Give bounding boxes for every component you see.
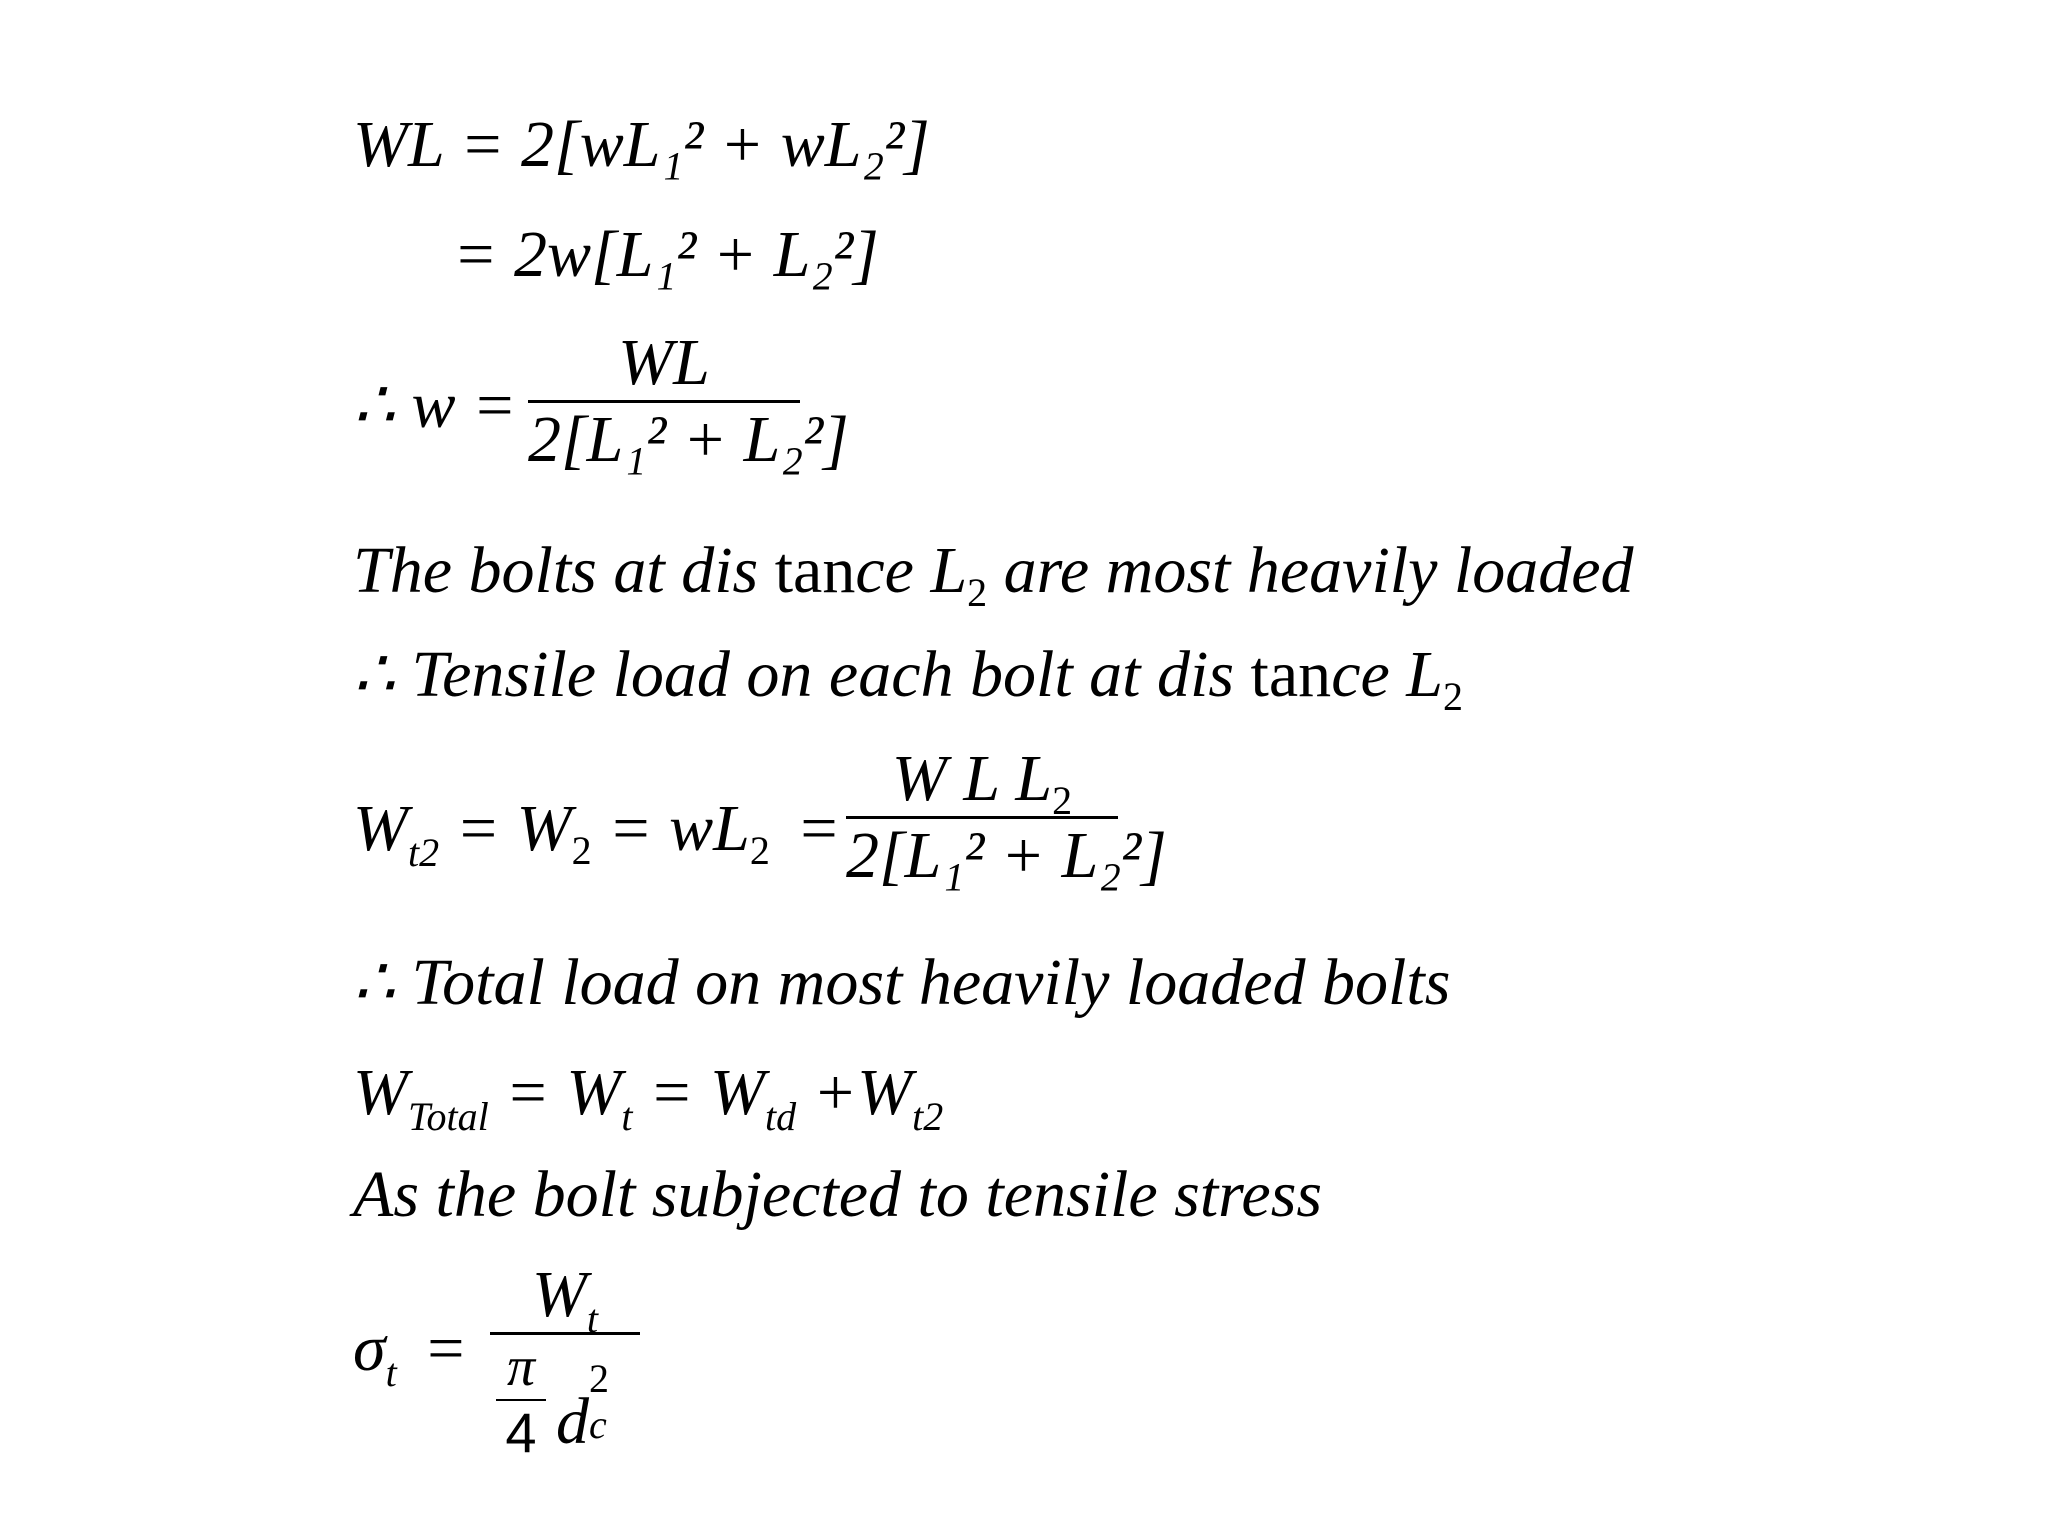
equation-w — [353, 345, 517, 442]
eq5-w2: = W — [505, 1056, 622, 1129]
equation-total — [353, 1056, 944, 1139]
eq5-w4-sub: t2 — [912, 1094, 944, 1139]
fraction-numerator — [490, 1258, 640, 1341]
text2-b: tan — [1250, 638, 1332, 711]
eq6-eq: = — [427, 1312, 465, 1385]
text2-c: ce L — [1331, 638, 1443, 711]
statement-heavily-loaded — [353, 534, 1634, 615]
eq1-text: WL = 2[wL₁² + wL₂²] — [353, 108, 930, 181]
text1-d: are most heavily loaded — [1003, 534, 1634, 607]
statement-tensile-stress — [353, 1158, 1323, 1231]
pi-symbol: π — [506, 1336, 536, 1398]
fraction-denominator: 2[L₁² + L₂²] — [528, 403, 849, 476]
text1-b: tan — [774, 534, 856, 607]
eq4-mid1: = W — [455, 792, 572, 865]
fraction-numerator: WL — [618, 326, 710, 399]
eq5-w2-sub: t — [621, 1094, 633, 1139]
eq6-d: d — [556, 1385, 589, 1458]
eq6-d-sup: 2 — [589, 1356, 609, 1401]
statement-tensile-load — [353, 638, 1463, 719]
equation-wt2 — [353, 792, 838, 875]
eq4-num-sub: 2 — [1052, 778, 1073, 823]
eq4-lhs-sub: t2 — [407, 830, 440, 875]
equation-total-moment — [353, 108, 930, 181]
equation-wt2-fraction — [846, 742, 1167, 892]
pi-over-four — [496, 1336, 546, 1464]
equation-factored — [453, 218, 879, 291]
eq5-w3: = W — [648, 1056, 765, 1129]
eq6-d-scripts — [589, 1356, 611, 1447]
text4: As the bolt subjected to tensile stress — [353, 1158, 1323, 1231]
statement-total-load — [353, 946, 1451, 1019]
eq5-w3-sub: td — [764, 1094, 797, 1139]
eq4-mid2-sub: 2 — [749, 828, 770, 873]
equation-w-fraction — [528, 326, 849, 476]
text2-sub: 2 — [1442, 674, 1463, 719]
eq4-mid1-sub: 2 — [571, 828, 592, 873]
text1-a: The bolts at dis — [353, 534, 759, 607]
fraction — [846, 742, 1167, 892]
equation-sigma-fraction — [490, 1258, 640, 1479]
eq6-num-sub: t — [586, 1296, 599, 1341]
eq4-eq: = — [800, 792, 838, 865]
fraction-numerator — [846, 742, 1118, 823]
text1-sub: 2 — [967, 570, 988, 615]
eq3-lhs: ∴ w = — [353, 369, 517, 442]
eq5-w4: +W — [812, 1056, 913, 1129]
fraction — [528, 326, 849, 476]
text3: ∴ Total load on most heavily loaded bolts — [353, 946, 1451, 1019]
eq6-lhs: σ — [353, 1312, 386, 1385]
eq5-w1: W — [353, 1056, 408, 1129]
eq5-w1-sub: Total — [407, 1094, 489, 1139]
text1-c: ce L — [855, 534, 968, 607]
dc-squared — [556, 1356, 611, 1458]
four-digit: 4 — [505, 1401, 537, 1464]
eq4-num: W L L — [891, 742, 1053, 815]
fraction-bar — [490, 1332, 640, 1335]
eq4-lhs: W — [353, 792, 408, 865]
equation-sigma — [353, 1312, 465, 1395]
eq6-num: W — [531, 1258, 587, 1331]
fraction — [490, 1258, 640, 1479]
fraction-denominator — [490, 1336, 640, 1479]
eq2-text: = 2w[L₁² + L₂²] — [453, 218, 879, 291]
eq6-d-sub: c — [589, 1402, 607, 1447]
eq4-mid2: = wL — [608, 792, 750, 865]
text2-a: ∴ Tensile load on each bolt at dis — [353, 638, 1235, 711]
eq6-lhs-sub: t — [385, 1350, 397, 1395]
fraction-denominator: 2[L₁² + L₂²] — [846, 819, 1167, 892]
